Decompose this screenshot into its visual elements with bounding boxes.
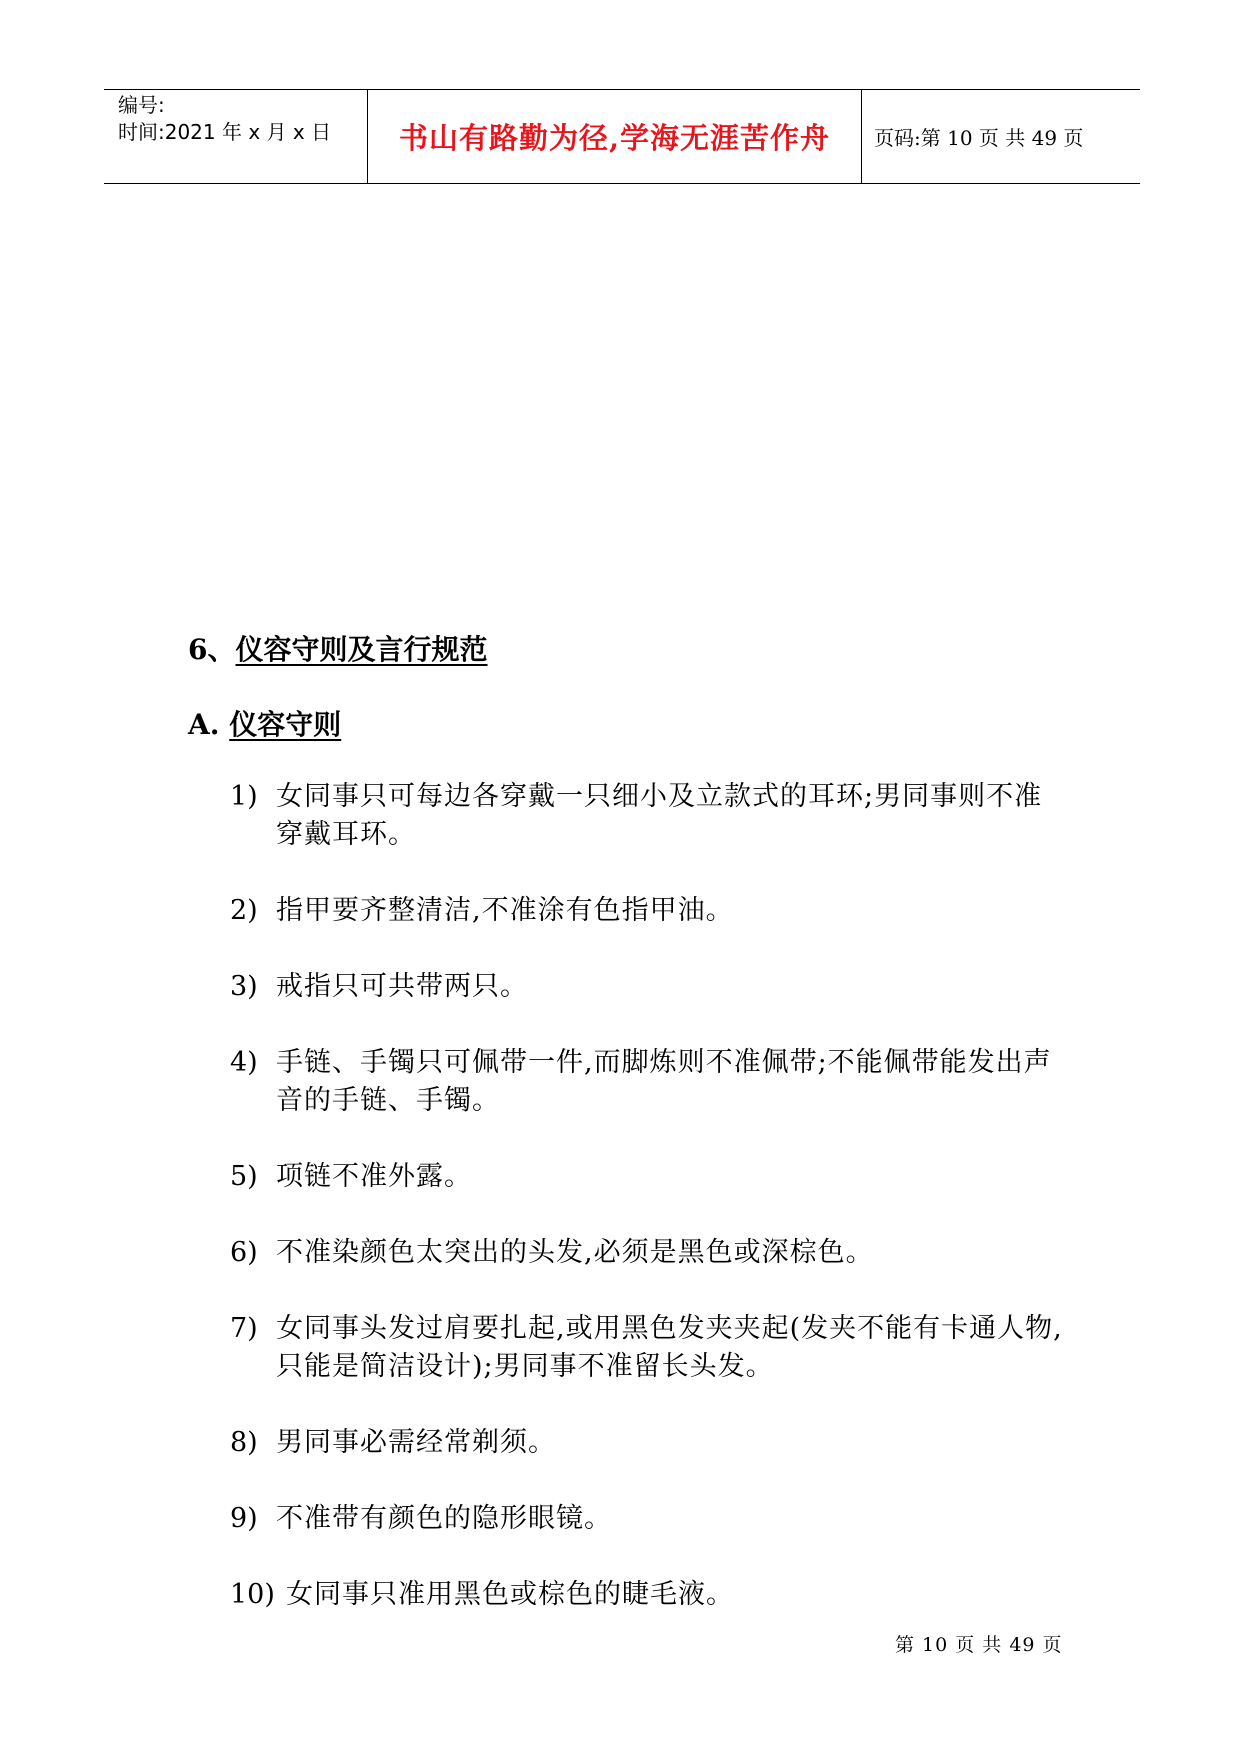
rule-number: 1) bbox=[230, 781, 258, 812]
list-item bbox=[230, 968, 1070, 1006]
date-line: 时间:2021 年 x 月 x 日 bbox=[118, 120, 332, 144]
rule-number: 2) bbox=[230, 895, 258, 926]
rules-list bbox=[230, 778, 1070, 1652]
serial-label: 编号: bbox=[118, 93, 165, 117]
rule-text: 女同事只可每边各穿戴一只细小及立款式的耳环;男同事则不准穿戴耳环。 bbox=[276, 781, 1043, 850]
rule-text: 不准染颜色太突出的头发,必须是黑色或深棕色。 bbox=[276, 1237, 874, 1268]
list-item bbox=[230, 1044, 1070, 1120]
page-footer: 第 10 页 共 49 页 bbox=[895, 1634, 1063, 1656]
list-item bbox=[230, 1234, 1070, 1272]
list-item bbox=[230, 1500, 1070, 1538]
page-header bbox=[104, 89, 1140, 184]
header-motto-cell bbox=[368, 90, 862, 183]
rule-text: 女同事头发过肩要扎起,或用黑色发夹夹起(发夹不能有卡通人物,只能是简洁设计);男同事不准留长头发。 bbox=[276, 1313, 1063, 1382]
rule-text: 项链不准外露。 bbox=[276, 1161, 472, 1192]
section-heading bbox=[188, 628, 488, 668]
header-meta-cell bbox=[104, 90, 368, 183]
list-item bbox=[230, 1424, 1070, 1462]
rule-text: 女同事只准用黑色或棕色的睫毛液。 bbox=[286, 1579, 734, 1610]
rule-number: 10) bbox=[230, 1579, 275, 1610]
list-item bbox=[230, 778, 1070, 854]
section-number: 6、 bbox=[188, 633, 236, 666]
rule-number: 3) bbox=[230, 971, 258, 1002]
rule-number: 9) bbox=[230, 1503, 258, 1534]
motto-text: 书山有路勤为径,学海无涯苦作舟 bbox=[398, 121, 831, 155]
subsection-heading bbox=[188, 703, 341, 743]
list-item bbox=[230, 1576, 1070, 1614]
rule-text: 指甲要齐整清洁,不准涂有色指甲油。 bbox=[276, 895, 734, 926]
rule-number: 5) bbox=[230, 1161, 258, 1192]
subsection-label: A. bbox=[188, 708, 220, 741]
rule-number: 8) bbox=[230, 1427, 258, 1458]
subsection-title: 仪容守则 bbox=[229, 708, 342, 741]
rule-text: 不准带有颜色的隐形眼镜。 bbox=[276, 1503, 612, 1534]
list-item bbox=[230, 1158, 1070, 1196]
rule-text: 戒指只可共带两只。 bbox=[276, 971, 528, 1002]
list-item bbox=[230, 1310, 1070, 1386]
rule-text: 男同事必需经常剃须。 bbox=[276, 1427, 556, 1458]
header-page-cell bbox=[862, 90, 1140, 183]
rule-number: 7) bbox=[230, 1313, 258, 1344]
rule-number: 4) bbox=[230, 1047, 258, 1078]
section-title: 仪容守则及言行规范 bbox=[235, 633, 488, 666]
list-item bbox=[230, 892, 1070, 930]
rule-text: 手链、手镯只可佩带一件,而脚炼则不准佩带;不能佩带能发出声音的手链、手镯。 bbox=[276, 1047, 1052, 1116]
rule-number: 6) bbox=[230, 1237, 258, 1268]
page-info: 页码:第 10 页 共 49 页 bbox=[874, 126, 1084, 150]
